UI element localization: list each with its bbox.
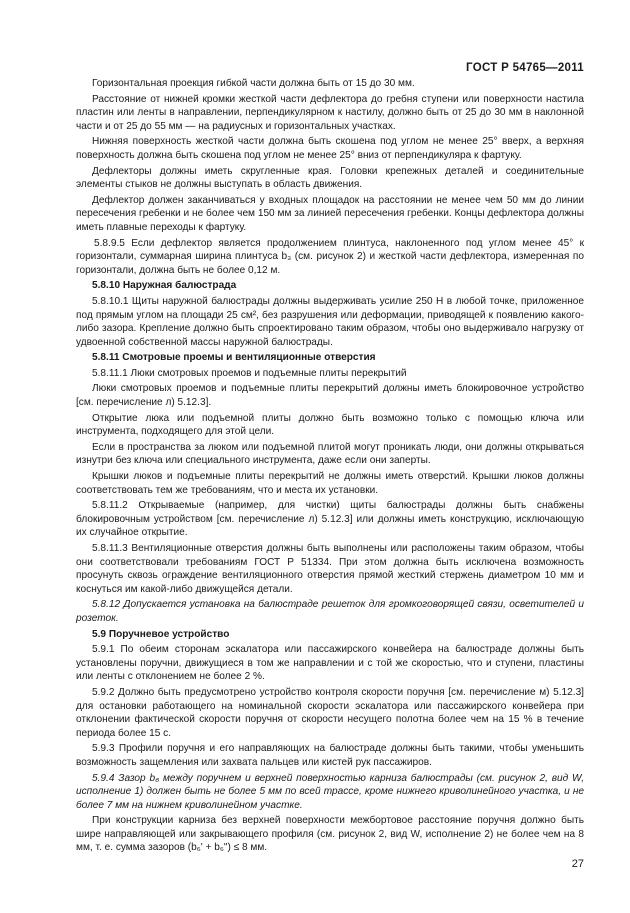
paragraph: Если в пространства за люком или подъемной плитой могут проникать люди, они должны открываться изнутри без ключа или специального инструмента, даже если они заперты. (76, 441, 584, 467)
paragraph: 5.8.11.1 Люки смотровых проемов и подъемные плиты перекрытий (92, 367, 407, 379)
section-heading: 5.9 Поручневое устройство (92, 628, 230, 640)
section-heading: 5.8.11 Смотровые проемы и вентиляционные отверстия (92, 352, 376, 364)
document-standard-header: ГОСТ Р 54765—2011 (466, 62, 584, 74)
paragraph: 5.8.12 Допускается установка на балюстраде решеток для громкоговорящей связи, осветителей и розеток. (76, 599, 584, 624)
paragraph: 5.9.3 Профили поручня и его направляющих на балюстраде должны быть такими, чтобы уменьшить возможность защемления или захвата пальцев или кистей рук пассажиров. (76, 743, 584, 768)
paragraph: Крышки люков и подъемные плиты перекрытий не должны иметь отверстий. Крышки люков должны соответствовать тем же требованиям, что и места их установки. (76, 471, 584, 496)
section-heading: 5.8.10 Наружная балюстрада (92, 280, 237, 292)
paragraph: Люки смотровых проемов и подъемные плиты перекрытий должны иметь блокировочное устройство [см. перечисление л) 5.12.3]. (76, 383, 584, 409)
paragraph: 5.8.11.3 Вентиляционные отверстия должны быть выполнены или расположены таким образом, чтобы они соответствовали требованиям ГОСТ Р 51334. При этом должна быть исключена возможность просунуть сквозь ограждение вентиляционного отверстия прямой жесткий стержень диаметром 10 мм и коснуться им какой-либо движущейся детали. (76, 543, 584, 595)
paragraph: 5.9.1 По обеим сторонам эскалатора или пассажирского конвейера на балюстраде должны быть установлены поручни, движущиеся в том же направлении и с той же скоростью, что и ступени, пластины или ленты с отклонением не более 2 %. (76, 644, 584, 683)
paragraph: При конструкции карниза без верхней поверхности межбортовое расстояние поручня должно быть шире направляющей или закрывающего профиля (см. рисунок 2, вид W, исполнение 2) не более чем на 8 мм, т. е. сумма зазоров (b₆' + b₆") ≤ 8 мм. (76, 815, 584, 854)
paragraph: 5.9.2 Должно быть предусмотрено устройство контроля скорости поручня [см. перечисление м) 5.12.3] для остановки работающего на номинальной скорости эскалатора или пассажирского конвейера при отклонении фактической скорости поручня от скорости несущего полотна более чем на 15 % в течение периода более 15 с. (76, 686, 584, 739)
paragraph: Дефлекторы должны иметь скругленные края. Головки крепежных деталей и соединительные элементы стыков не должны выступать в область движения. (76, 165, 584, 191)
paragraph: Дефлектор должен заканчиваться у входных площадок на расстоянии не менее чем 50 мм до линии пересечения гребенки и не более чем 150 мм за линией пересечения гребенки. Концы дефлектора должны иметь плавные переходы к фартуку. (76, 194, 584, 233)
document-body (76, 77, 584, 857)
paragraph: 5.9.4 Зазор b₆ между поручнем и верхней поверхностью карниза балюстрады (см. рисунок 2, вид W, исполнение 1) должен быть не более 5 мм по всей трассе, кроме нижнего криволинейного участка, и не более 7 мм на нижнем криволинейном участке. (76, 772, 584, 811)
paragraph: Горизонтальная проекция гибкой части должна быть от 15 до 30 мм. (92, 78, 415, 89)
paragraph: 5.8.9.5 Если дефлектор является продолжением плинтуса, наклоненного под углом менее 45° к горизонтали, суммарная ширина плинтуса b₃ (см. рисунок 2) и жесткой части дефлектора, измеренная по горизонтали, должна быть не более 0,12 м. (76, 237, 584, 276)
paragraph: 5.8.11.2 Открываемые (например, для чистки) щиты балюстрады должны быть снабжены блокировочным устройством [см. перечисление л) 5.12.3] или должны иметь конструкцию, исключающую их случайное открытие. (76, 500, 584, 539)
paragraph: Открытие люка или подъемной плиты должно быть возможно только с помощью ключа или инструмента, подходящего для этой цели. (76, 412, 584, 438)
paragraph: Нижняя поверхность жесткой части должна быть скошена под углом не менее 25° вверх, а верхняя поверхность должна быть скошена под углом не менее 25° вниз от перпендикуляра к фартуку. (76, 136, 584, 161)
page-number: 27 (571, 858, 584, 870)
paragraph: Расстояние от нижней кромки жесткой части дефлектора до гребня ступени или поверхности настила пластин или ленты в направлении, перпендикулярном к настилу, должно быть от 25 до 30 мм в наклонной части и от 25 до 55 мм — на радиусных и горизонтальных участках. (76, 93, 584, 132)
paragraph: 5.8.10.1 Щиты наружной балюстрады должны выдерживать усилие 250 Н в любой точке, приложенное под прямым углом на площади 25 см², без разрушения или деформации, приводящей к появлению какого-либо зазора. Крепление должно быть спроектировано таким образом, чтобы оно выдерживало нагрузку от удвоенной собственной массы наружной балюстрады. (76, 295, 584, 348)
